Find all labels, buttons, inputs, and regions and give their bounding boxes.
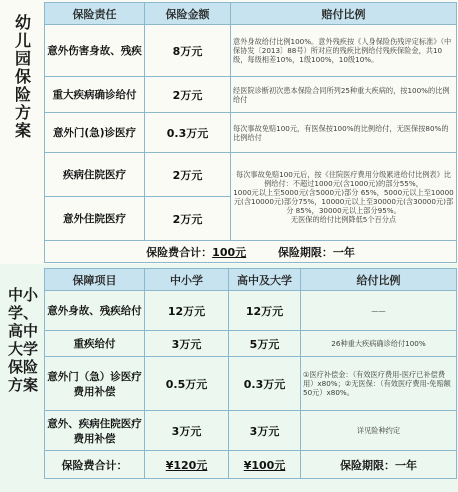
- school-table: [44, 268, 457, 479]
- table-row: [45, 291, 457, 331]
- kindergarten-table: [44, 2, 457, 263]
- hospital-ratio-line: 无医保的给付比例降低5个百分点: [290, 214, 397, 224]
- coverage-item: 疾病住院医疗: [45, 153, 145, 197]
- high-premium: ¥100元: [229, 451, 301, 479]
- kindergarten-footer: [45, 241, 457, 263]
- high-amount: 0.3万元: [229, 357, 301, 411]
- school-ratio: ①医疗补偿金：（有效医疗费用-医疗已补偿费用）x80%；②无医保：（有效医疗费用-免赔额50元）x80%。: [301, 357, 457, 411]
- coverage-ratio: 每次事故免赔100元，有医保按100%的比例给付，无医保按80%的比例给付: [231, 113, 457, 153]
- coverage-item: 重大疾病确诊给付: [45, 77, 145, 113]
- coverage-amount: 8万元: [145, 25, 231, 77]
- coverage-amount: 2万元: [145, 153, 231, 197]
- high-amount: 3万元: [229, 411, 301, 451]
- coverage-amount: 2万元: [145, 77, 231, 113]
- table-row: [45, 411, 457, 451]
- school-item: 意外、疾病住院医疗费用补偿: [45, 411, 145, 451]
- premium-label: 保险费合计：: [45, 451, 145, 479]
- coverage-ratio: 经医院诊断初次患本保险合同所列25种重大疾病的，按100%的比例给付: [231, 77, 457, 113]
- header-primary: 中小学: [145, 269, 229, 291]
- header-item: 保障项目: [45, 269, 145, 291]
- coverage-amount: 2万元: [145, 197, 231, 241]
- school-footer-row: [45, 451, 457, 479]
- school-item: 重疾给付: [45, 331, 145, 357]
- kindergarten-footer-row: [45, 241, 457, 263]
- school-ratio: ——: [301, 291, 457, 331]
- header-ratio: 给付比例: [301, 269, 457, 291]
- school-item: 意外门（急）诊医疗费用补偿: [45, 357, 145, 411]
- premium-label: 保险费合计：: [146, 245, 213, 259]
- table-row: [45, 153, 457, 197]
- school-title: 中小学、高中大学保险方案: [7, 286, 38, 394]
- hospital-ratio-cell: [231, 153, 457, 241]
- table-row: [45, 357, 457, 411]
- primary-amount: 3万元: [145, 411, 229, 451]
- header-amount: 保险金额: [145, 3, 231, 25]
- school-section: [0, 264, 458, 492]
- kindergarten-header-row: [45, 3, 457, 25]
- header-coverage: 保险责任: [45, 3, 145, 25]
- school-item: 意外身故、残疾给付: [45, 291, 145, 331]
- coverage-item: 意外伤害身故、残疾: [45, 25, 145, 77]
- header-high: 高中及大学: [229, 269, 301, 291]
- table-row: [45, 25, 457, 77]
- coverage-amount: 0.3万元: [145, 113, 231, 153]
- school-ratio: 26种重大疾病确诊给付100%: [301, 331, 457, 357]
- coverage-ratio: 意外身故给付比例100%。意外残疾按《人身保险伤残评定标准》（中保协发〔2013〕88号）所对应的残疾比例给付残疾保险金，共10级，每级相差10%，1级100%，10级10%。: [231, 25, 457, 77]
- table-row: [45, 113, 457, 153]
- primary-amount: 3万元: [145, 331, 229, 357]
- high-amount: 5万元: [229, 331, 301, 357]
- high-amount: 12万元: [229, 291, 301, 331]
- primary-premium: ¥120元: [145, 451, 229, 479]
- table-row: [45, 77, 457, 113]
- primary-amount: 12万元: [145, 291, 229, 331]
- coverage-item: 意外门(急)诊医疗: [45, 113, 145, 153]
- coverage-item: 意外住院医疗: [45, 197, 145, 241]
- hospital-ratio-line: 1000元以上至5000元(含5000元)部分 65%，5000元以上至10000元(含10000元)部分75%，10000元以上至30000元(含30000元)部分 85%，30000元以上部分95%。: [233, 187, 454, 215]
- insurance-period: 保险期限：一年: [301, 451, 457, 479]
- school-ratio: 详见险种约定: [301, 411, 457, 451]
- header-ratio: 赔付比例: [231, 3, 457, 25]
- primary-amount: 0.5万元: [145, 357, 229, 411]
- hospital-ratio-line: 每次事故免赔100元后，按《住院医疗费用分级累进给付比例表》比例给付：不超过1000元(含1000元)的部分55%，: [236, 169, 451, 188]
- table-row: [45, 331, 457, 357]
- school-header-row: [45, 269, 457, 291]
- premium-value: 100元: [212, 245, 247, 259]
- kindergarten-title: 幼儿园保险方案: [14, 13, 31, 140]
- insurance-period: 保险期限：一年: [277, 245, 355, 259]
